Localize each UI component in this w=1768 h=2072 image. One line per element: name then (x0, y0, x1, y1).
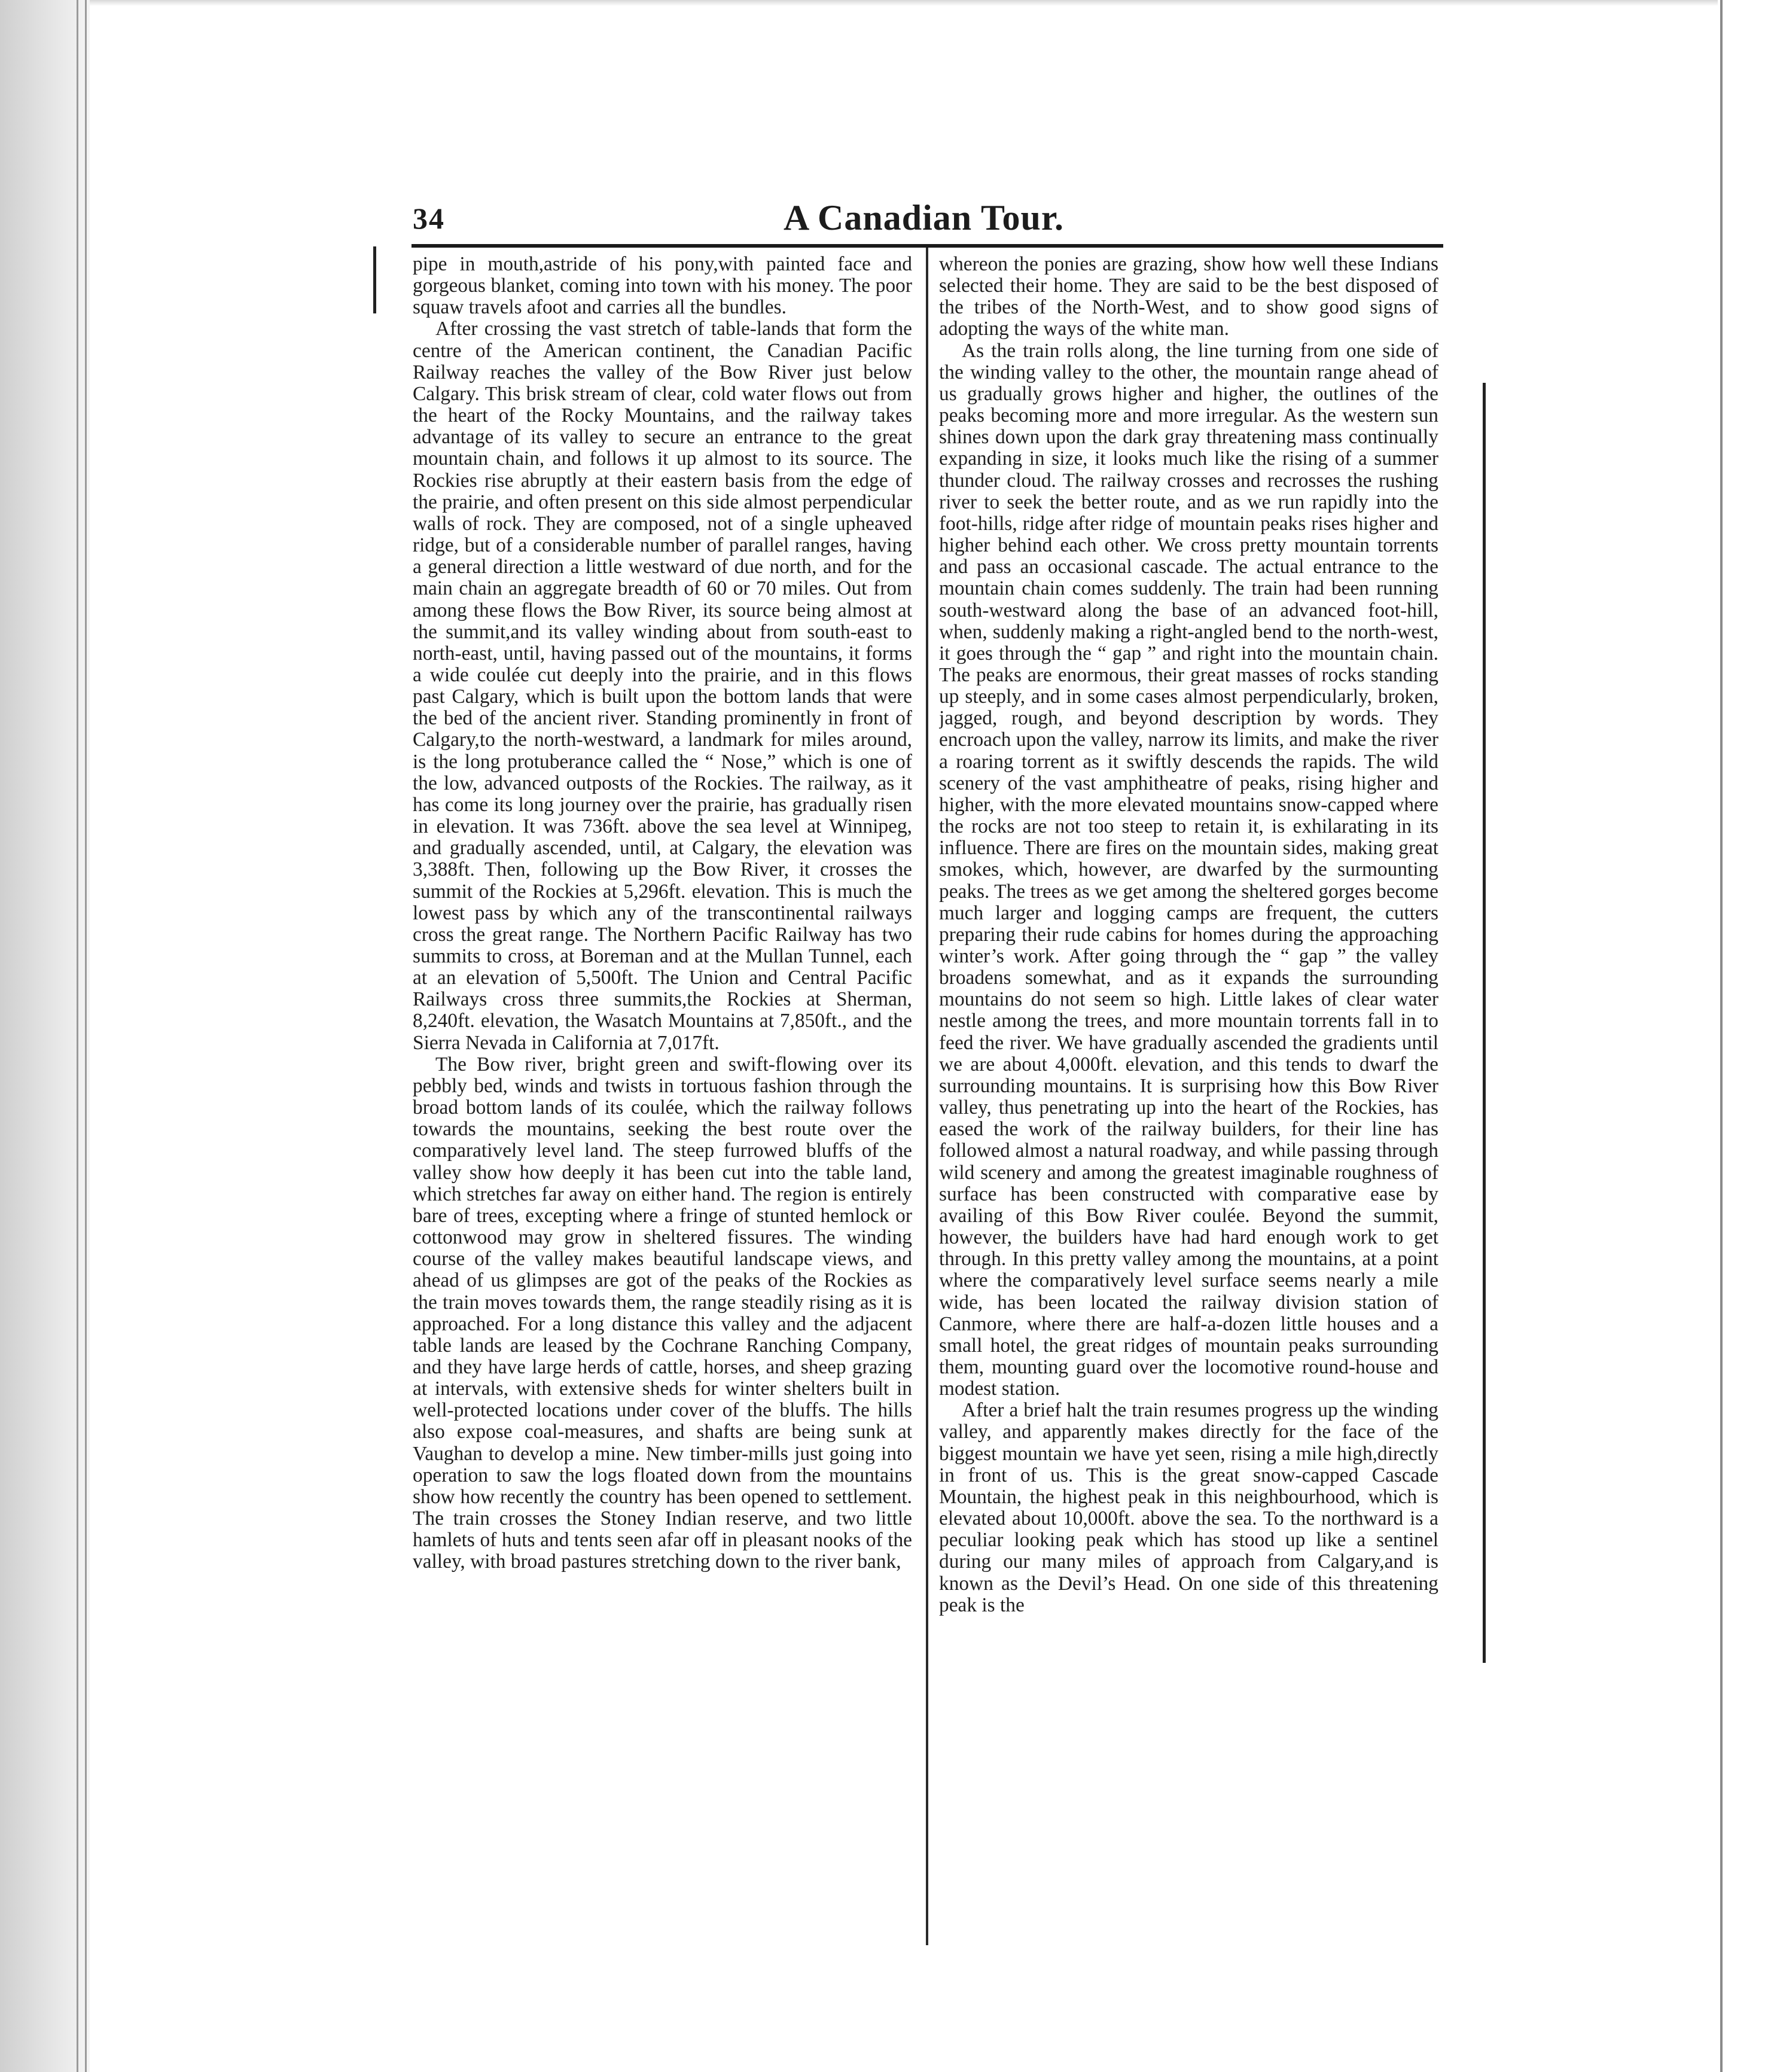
page-right-edge (1718, 0, 1768, 2072)
margin-mark (373, 246, 376, 313)
paragraph: whereon the ponies are grazing, show how well these Indians selected their home. They are said to be the best disposed of the tribes of the North-West, and to show good signs of adopting the ways of the white man. (939, 254, 1438, 340)
running-title: A Canadian Tour. (784, 198, 1065, 237)
page-right-edge-line (1720, 0, 1723, 2072)
paragraph: As the train rolls along, the line turning from one side of the winding valley to the other, the mountain range ahead of us gradually grows higher and higher, the outlines of the peaks becoming more and more irregular. As the western sun shines down upon the dark gray threatening mass continually expanding in size, it looks much like the rising of a summer thunder cloud. The railway crosses and recrosses the rushing river to seek the better route, and as we run rapidly into the foot-hills, ridge after ridge of mountain peaks rises higher and higher behind each other. We cross pretty mountain torrents and pass an occasional cascade. The actual entrance to the mountain chain comes suddenly. The train had been running south-westward along the base of an advanced foot-hill, when, suddenly making a right-angled bend to the north-west, it goes through the “ gap ” and right into the mountain chain. The peaks are enormous, their great masses of rocks standing up steeply, and in some cases almost perpendicularly, broken, jagged, rough, and beyond description by words. They encroach upon the valley, narrow its limits, and make the river a roaring torrent as it swiftly descends the rapids. The wild scenery of the vast amphitheatre of peaks, rising higher and higher, with the more elevated mountains snow-capped where the rocks are not too steep to retain it, is exhilarating in its influence. There are fires on the mountain sides, making great smokes, which, however, are dwarfed by the surmounting peaks. The trees as we get among the sheltered gorges become much larger and logging camps are frequent, the cutters preparing their rude cabins for homes during the approaching winter’s work. After going through the “ gap ” the valley broadens somewhat, and as it expands the surrounding mountains do not seem so high. Little lakes of clear water nestle among the trees, and more mountain torrents fall in to feed the river. We have gradually ascended the gradients until we are about 4,000ft. elevation, and this tends to dwarf the surrounding mountains. It is surprising how this Bow River valley, thus penetrating up into the heart of the Rockies, has eased the work of the railway builders, for their line has followed almost a natural roadway, and while passing through wild scenery and among the greatest imaginable roughness of surface has been constructed with comparative ease by availing of this Bow River coulée. Beyond the summit, however, the builders have had hard enough work to get through. In this pretty valley among the mountains, at a point where the comparatively level surface seems nearly a mile wide, has been located the railway division station of Canmore, where there are half-a-dozen little houses and a small hotel, the great ridges of mountain peaks surrounding them, mounting guard over the locomotive round-house and modest station. (939, 339, 1438, 1400)
left-column (413, 254, 912, 1946)
spine-line (77, 0, 78, 2072)
spine-line (85, 0, 87, 2072)
scan-top-shadow (0, 0, 1768, 6)
margin-mark (1483, 383, 1486, 1663)
paragraph: pipe in mouth,astride of his pony,with painted face and gorgeous blanket, coming into town with his money. The poor squaw travels afoot and carries all the bundles. (413, 254, 912, 319)
paragraph: After a brief halt the train resumes progress up the winding valley, and apparently makes directly for the face of the biggest mountain we have yet seen, rising a mile high,directly in front of us. This is the great snow-capped Cascade Mountain, the highest peak in this neighbourhood, which is elevated about 10,000ft. above the sea. To the northward is a peculiar looking peak which has stood up like a sentinel during our many miles of approach from Calgary,and is known as the Devil’s Head. On one side of this threatening peak is the (939, 1399, 1438, 1616)
column-divider (926, 248, 928, 1945)
paragraph: After crossing the vast stretch of table-lands that form the centre of the American continent, the Canadian Pacific Railway reaches the valley of the Bow River just below Calgary. This brisk stream of clear, cold water flows out from the heart of the Rocky Mountains, and the railway takes advantage of its valley to secure an entrance to the great mountain chain, and follows it up almost to its source. The Rockies rise abruptly at their eastern basis from the edge of the prairie, and often present on this side almost perpendicular walls of rock. They are composed, not of a single upheaved ridge, but of a considerable number of parallel ranges, having a general direction a little westward of due north, and for the main chain an aggregate breadth of 60 or 70 miles. Out from among these flows the Bow River, its source being almost at the summit,and its valley winding about from south-east to north-east, until, having passed out of the mountains, it forms a wide coulée cut deeply into the prairie, and in this flows past Calgary, which is built upon the bottom lands that were the bed of the ancient river. Standing prominently in front of Calgary,to the north-westward, a landmark for miles around, is the long protuberance called the “ Nose,” which is one of the low, advanced outposts of the Rockies. The railway, as it has come its long journey over the prairie, has gradually risen in elevation. It was 736ft. above the sea level at Winnipeg, and gradually ascended, until, at Calgary, the elevation was 3,388ft. Then, following up the Bow River, it crosses the summit of the Rockies at 5,296ft. elevation. This is much the lowest pass by which any of the transcontinental railways cross the great range. The Northern Pacific Railway has two summits to cross, at Boreman and at the Mullan Tunnel, each at an elevation of 5,500ft. The Union and Central Pacific Railways cross three summits,the Rockies at Sherman, 8,240ft. elevation, the Wasatch Mountains at 7,850ft., and the Sierra Nevada in California at 7,017ft. (413, 318, 912, 1054)
paragraph: The Bow river, bright green and swift-flowing over its pebbly bed, winds and twists in tortuous fashion through the broad bottom lands of its coulée, which the railway follows towards the mountains, seeking the best route over the comparatively level land. The steep furrowed bluffs of the valley show how deeply it has been cut into the table land, which stretches far away on either hand. The region is entirely bare of trees, excepting where a fringe of stunted hemlock or cottonwood may grow in sheltered fissures. The winding course of the valley makes beautiful landscape views, and ahead of us glimpses are got of the peaks of the Rockies as the train moves towards them, the range steadily rising as it is approached. For a long distance this valley and the adjacent table lands are leased by the Cochrane Ranching Company, and they have large herds of cattle, horses, and sheep grazing at intervals, with extensive sheds for winter shelters built in well-protected locations under cover of the bluffs. The hills also expose coal-measures, and shafts are being sunk at Vaughan to develop a mine. New timber-mills just going into operation to saw the logs floated down from the mountains show how recently the country has been opened to settlement. The train crosses the Stoney Indian reserve, and two little hamlets of huts and tents seen afar off in pleasant nooks of the valley, with broad pastures stretching down to the river bank, (413, 1053, 912, 1573)
page-header (413, 197, 1441, 245)
right-column (939, 254, 1438, 1946)
page-number: 34 (413, 202, 445, 235)
